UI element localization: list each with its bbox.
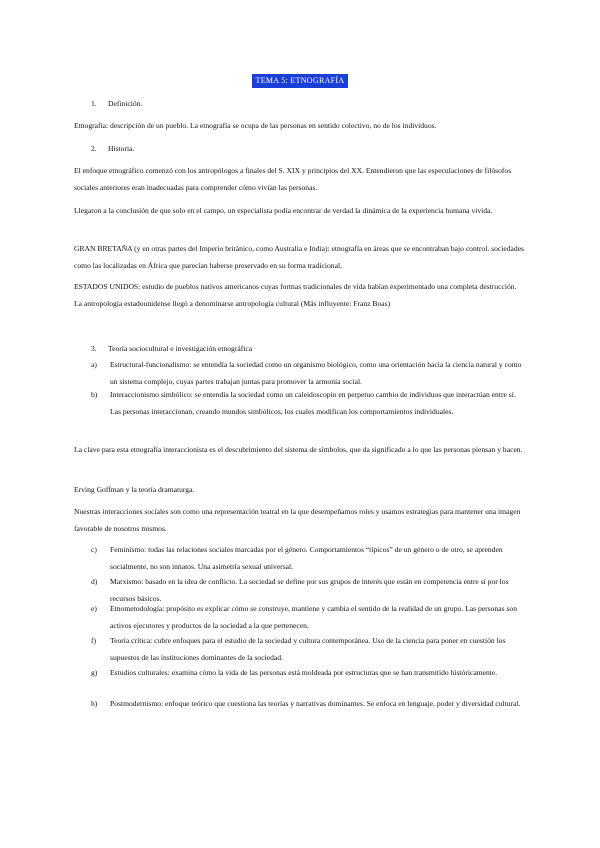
list-item-text: Teoría crítica: cubre enfoques para el estudio de la sociedad y cultura contemporánea. Uso de la ciencia para poner en cuestión los supuestos de las instituciones dominantes de la sociedad. (110, 636, 506, 662)
list-item-text: Feminismo: todas las relaciones sociales marcadas por el género. Comportamientos “típicos” de un género o de otro, se aprenden socialmente, no son innatos. Una asimetría sexual universal. (110, 545, 503, 571)
paragraph-historia-1: El enfoque etnográfico comenzó con los antropólogos a finales del S. XIX y principios del XX. Entendieron que las especulaciones de filósofos sociales anteriores eran inadecuadas para comprender cómo vivían las personas. (74, 166, 512, 192)
list-marker: h) (91, 699, 98, 708)
list-marker: g) (91, 668, 98, 677)
list-item-text: Marxismo: basado en la idea de conflicto. La sociedad se define por sus grupos de interés que están en competencia entre sí por los recursos básicos. (110, 577, 509, 603)
list-marker: a) (91, 360, 97, 369)
list-marker: e) (91, 604, 97, 613)
title-wrap (0, 73, 600, 90)
section-label: Definición. (108, 99, 143, 108)
section-label: Teoría sociocultural e investigación etnográfica (108, 344, 253, 353)
list-item-e (91, 601, 527, 634)
list-marker: c) (91, 545, 97, 554)
paragraph-definicion: Etnografía: descripción de un pueblo. La etnografía se ocupa de las personas en sentido colectivo, no de los individuos. (74, 121, 437, 130)
list-item-f (91, 633, 527, 666)
list-item-text: Interaccionismo simbólico: se entendía la sociedad como un caleidoscopio en perpetuo cambio de individuos que interactúan entre sí. Las personas interaccionan, creando mundos simbólicos, los cuales modifican los comportamientos individuales. (110, 390, 516, 416)
list-marker: f) (91, 636, 97, 645)
list-item-text: Estructural-funcionalismo: se entendía la sociedad como un organismo biológico, como una orientación hacia la ciencia natural y como un sistema complejo, cuyas partes trabajan juntas para promover la armonía social. (110, 360, 522, 386)
goffman-heading: Erving Goffman y la teoría dramaturga. (74, 485, 195, 494)
page-title: TEMA 5: ETNOGRAFÍA (252, 74, 349, 88)
list-item-text: Estudios culturales: examina cómo la vida de las personas está moldeada por estructuras que se han transmitido históricamente. (110, 668, 498, 677)
section-number: 2. (91, 144, 97, 153)
paragraph-estados-unidos: ESTADOS UNIDOS: estudio de pueblos nativos americanos cuyas formas tradicionales de vida habían experimentado una completa destrucción. La antropología estadounidense llegó a denominarse antropología cultural (Más influyente: Franz Boas) (74, 282, 517, 308)
paragraph-gran-bretana: GRAN BRETAÑA (y en otras partes del Imperio británico, como Australia e India): etnografía en áreas que se encontraban bajo control. sociedades como las localizadas en África que parecían haberse preservado en su forma tradicional. (74, 244, 525, 270)
paragraph-goffman: Nuestras interacciones sociales son como una representación teatral en la que desempeñamos roles y usamos estrategias para mantener una imagen favorable de nosotros mismos. (74, 507, 521, 533)
section-number: 3. (91, 344, 97, 353)
paragraph-historia-2: Llegaron a la conclusión de que solo en el campo, un especialista podía encontrar de verdad la dinámica de la experiencia humana vivida. (74, 206, 493, 215)
list-marker: b) (91, 390, 98, 399)
section-heading-definicion (91, 96, 142, 113)
list-marker: d) (91, 577, 98, 586)
section-heading-teoria (91, 341, 252, 358)
list-item-c (91, 542, 527, 575)
list-item-a (91, 357, 527, 390)
list-item-text: Postmodernismo: enfoque teórico que cuestiona las teorías y narrativas dominantes. Se enfoca en lenguaje, poder y diversidad cultural. (110, 699, 521, 708)
section-heading-historia (91, 141, 134, 158)
paragraph-clave: La clave para esta etnografía interaccionista es el descubrimiento del sistema de símbolos, que da significado a lo que las personas piensan y hacen. (74, 445, 523, 454)
list-item-h (91, 696, 527, 713)
section-number: 1. (91, 99, 97, 108)
list-item-text: Etnometodología: propósito es explicar cómo se construye, mantiene y cambia el sentido de la realidad de un grupo. Las personas son activos ejecutores y productos de la sociedad a la que pertenecen. (110, 604, 517, 630)
section-label: Historia. (108, 144, 135, 153)
list-item-b (91, 387, 527, 420)
list-item-g (91, 665, 527, 682)
